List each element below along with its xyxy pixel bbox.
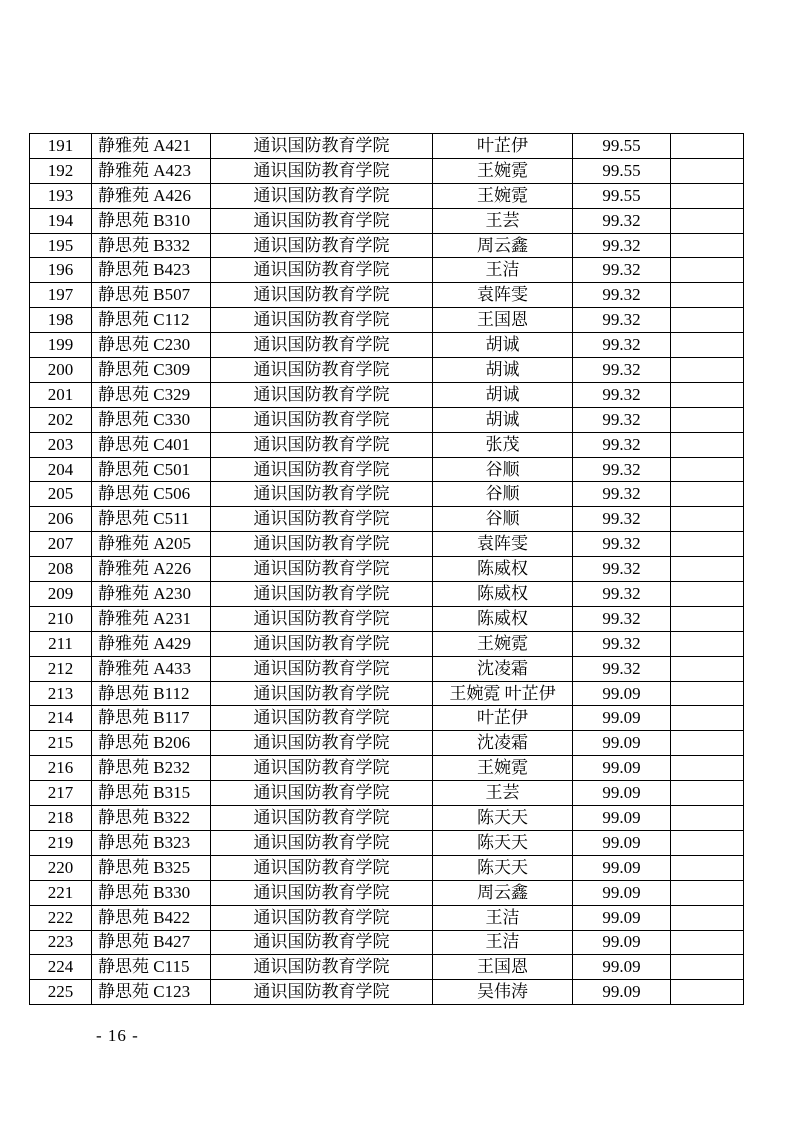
college-cell: 通识国防教育学院 <box>211 382 433 407</box>
note-cell <box>671 681 744 706</box>
table-row <box>30 905 744 930</box>
name-cell: 王国恩 <box>433 955 573 980</box>
row-number-cell: 207 <box>30 532 92 557</box>
row-number-cell: 209 <box>30 582 92 607</box>
note-cell <box>671 134 744 159</box>
note-cell <box>671 806 744 831</box>
college-cell: 通识国防教育学院 <box>211 681 433 706</box>
name-cell: 周云鑫 <box>433 233 573 258</box>
row-number-cell: 194 <box>30 208 92 233</box>
note-cell <box>671 930 744 955</box>
score-cell: 99.32 <box>573 557 671 582</box>
score-cell: 99.09 <box>573 781 671 806</box>
college-cell: 通识国防教育学院 <box>211 158 433 183</box>
table-row <box>30 806 744 831</box>
dorm-room-cell: 静思苑 C309 <box>92 358 211 383</box>
dorm-room-cell: 静思苑 B315 <box>92 781 211 806</box>
score-cell: 99.32 <box>573 407 671 432</box>
row-number-cell: 200 <box>30 358 92 383</box>
row-number-cell: 202 <box>30 407 92 432</box>
row-number-cell: 217 <box>30 781 92 806</box>
table-row <box>30 830 744 855</box>
score-cell: 99.55 <box>573 158 671 183</box>
name-cell: 王国恩 <box>433 308 573 333</box>
college-cell: 通识国防教育学院 <box>211 308 433 333</box>
name-cell: 陈威权 <box>433 582 573 607</box>
dorm-room-cell: 静思苑 C501 <box>92 457 211 482</box>
name-cell: 谷顺 <box>433 507 573 532</box>
note-cell <box>671 557 744 582</box>
name-cell: 谷顺 <box>433 457 573 482</box>
row-number-cell: 208 <box>30 557 92 582</box>
dorm-room-cell: 静雅苑 A429 <box>92 631 211 656</box>
name-cell: 袁阵雯 <box>433 283 573 308</box>
college-cell: 通识国防教育学院 <box>211 731 433 756</box>
note-cell <box>671 333 744 358</box>
table-row <box>30 880 744 905</box>
table-row <box>30 656 744 681</box>
score-cell: 99.32 <box>573 258 671 283</box>
table-row <box>30 855 744 880</box>
note-cell <box>671 880 744 905</box>
score-cell: 99.32 <box>573 507 671 532</box>
score-cell: 99.09 <box>573 855 671 880</box>
name-cell: 谷顺 <box>433 482 573 507</box>
note-cell <box>671 756 744 781</box>
college-cell: 通识国防教育学院 <box>211 557 433 582</box>
college-cell: 通识国防教育学院 <box>211 283 433 308</box>
score-cell: 99.32 <box>573 606 671 631</box>
score-cell: 99.32 <box>573 457 671 482</box>
college-cell: 通识国防教育学院 <box>211 258 433 283</box>
row-number-cell: 223 <box>30 930 92 955</box>
dorm-room-cell: 静思苑 B427 <box>92 930 211 955</box>
college-cell: 通识国防教育学院 <box>211 507 433 532</box>
table-row <box>30 955 744 980</box>
score-cell: 99.09 <box>573 905 671 930</box>
college-cell: 通识国防教育学院 <box>211 656 433 681</box>
dorm-room-cell: 静雅苑 A421 <box>92 134 211 159</box>
dorm-room-cell: 静思苑 C511 <box>92 507 211 532</box>
row-number-cell: 204 <box>30 457 92 482</box>
dorm-room-cell: 静思苑 C112 <box>92 308 211 333</box>
score-cell: 99.32 <box>573 432 671 457</box>
dorm-room-cell: 静思苑 B423 <box>92 258 211 283</box>
table-row <box>30 731 744 756</box>
name-cell: 袁阵雯 <box>433 532 573 557</box>
table-row <box>30 208 744 233</box>
score-cell: 99.32 <box>573 382 671 407</box>
table-row <box>30 781 744 806</box>
dorm-room-cell: 静雅苑 A231 <box>92 606 211 631</box>
table-row <box>30 681 744 706</box>
row-number-cell: 199 <box>30 333 92 358</box>
score-cell: 99.55 <box>573 134 671 159</box>
score-cell: 99.55 <box>573 183 671 208</box>
name-cell: 王婉霓 叶芷伊 <box>433 681 573 706</box>
score-cell: 99.32 <box>573 482 671 507</box>
row-number-cell: 193 <box>30 183 92 208</box>
score-cell: 99.32 <box>573 333 671 358</box>
college-cell: 通识国防教育学院 <box>211 606 433 631</box>
score-cell: 99.09 <box>573 731 671 756</box>
dorm-room-cell: 静思苑 B310 <box>92 208 211 233</box>
dorm-room-cell: 静雅苑 A230 <box>92 582 211 607</box>
note-cell <box>671 258 744 283</box>
table-row <box>30 382 744 407</box>
name-cell: 胡诚 <box>433 382 573 407</box>
note-cell <box>671 631 744 656</box>
row-number-cell: 212 <box>30 656 92 681</box>
row-number-cell: 191 <box>30 134 92 159</box>
score-cell: 99.32 <box>573 308 671 333</box>
note-cell <box>671 507 744 532</box>
table-row <box>30 333 744 358</box>
table-row <box>30 134 744 159</box>
college-cell: 通识国防教育学院 <box>211 781 433 806</box>
row-number-cell: 206 <box>30 507 92 532</box>
table-row <box>30 606 744 631</box>
college-cell: 通识国防教育学院 <box>211 706 433 731</box>
college-cell: 通识国防教育学院 <box>211 233 433 258</box>
name-cell: 陈威权 <box>433 557 573 582</box>
college-cell: 通识国防教育学院 <box>211 955 433 980</box>
name-cell: 叶芷伊 <box>433 134 573 159</box>
score-cell: 99.32 <box>573 208 671 233</box>
dorm-room-cell: 静思苑 B422 <box>92 905 211 930</box>
table-body <box>30 134 744 1005</box>
note-cell <box>671 457 744 482</box>
college-cell: 通识国防教育学院 <box>211 830 433 855</box>
score-cell: 99.09 <box>573 806 671 831</box>
row-number-cell: 215 <box>30 731 92 756</box>
name-cell: 王洁 <box>433 905 573 930</box>
dorm-room-cell: 静思苑 B322 <box>92 806 211 831</box>
dorm-room-cell: 静思苑 B206 <box>92 731 211 756</box>
score-cell: 99.32 <box>573 656 671 681</box>
row-number-cell: 211 <box>30 631 92 656</box>
table-row <box>30 407 744 432</box>
note-cell <box>671 706 744 731</box>
dorm-room-cell: 静思苑 C115 <box>92 955 211 980</box>
note-cell <box>671 781 744 806</box>
score-cell: 99.09 <box>573 756 671 781</box>
table-row <box>30 358 744 383</box>
score-cell: 99.32 <box>573 582 671 607</box>
name-cell: 王婉霓 <box>433 183 573 208</box>
college-cell: 通识国防教育学院 <box>211 905 433 930</box>
score-cell: 99.09 <box>573 880 671 905</box>
row-number-cell: 218 <box>30 806 92 831</box>
name-cell: 沈凌霜 <box>433 731 573 756</box>
note-cell <box>671 830 744 855</box>
table-row <box>30 183 744 208</box>
college-cell: 通识国防教育学院 <box>211 208 433 233</box>
name-cell: 叶芷伊 <box>433 706 573 731</box>
row-number-cell: 222 <box>30 905 92 930</box>
name-cell: 胡诚 <box>433 407 573 432</box>
note-cell <box>671 656 744 681</box>
name-cell: 王婉霓 <box>433 756 573 781</box>
note-cell <box>671 233 744 258</box>
table-row <box>30 706 744 731</box>
college-cell: 通识国防教育学院 <box>211 482 433 507</box>
dormitory-score-table <box>29 133 744 1005</box>
table-row <box>30 756 744 781</box>
college-cell: 通识国防教育学院 <box>211 358 433 383</box>
dorm-room-cell: 静雅苑 A226 <box>92 557 211 582</box>
table-row <box>30 557 744 582</box>
score-cell: 99.32 <box>573 283 671 308</box>
table-row <box>30 980 744 1005</box>
note-cell <box>671 855 744 880</box>
dorm-room-cell: 静思苑 B117 <box>92 706 211 731</box>
dorm-room-cell: 静思苑 B325 <box>92 855 211 880</box>
note-cell <box>671 283 744 308</box>
table-row <box>30 507 744 532</box>
table-row <box>30 457 744 482</box>
name-cell: 周云鑫 <box>433 880 573 905</box>
name-cell: 王芸 <box>433 781 573 806</box>
table-row <box>30 158 744 183</box>
score-cell: 99.09 <box>573 681 671 706</box>
row-number-cell: 201 <box>30 382 92 407</box>
row-number-cell: 224 <box>30 955 92 980</box>
row-number-cell: 195 <box>30 233 92 258</box>
college-cell: 通识国防教育学院 <box>211 407 433 432</box>
college-cell: 通识国防教育学院 <box>211 806 433 831</box>
name-cell: 陈天天 <box>433 855 573 880</box>
dorm-room-cell: 静思苑 C401 <box>92 432 211 457</box>
row-number-cell: 210 <box>30 606 92 631</box>
row-number-cell: 214 <box>30 706 92 731</box>
table-row <box>30 432 744 457</box>
note-cell <box>671 606 744 631</box>
note-cell <box>671 308 744 333</box>
dorm-room-cell: 静思苑 C330 <box>92 407 211 432</box>
college-cell: 通识国防教育学院 <box>211 432 433 457</box>
college-cell: 通识国防教育学院 <box>211 333 433 358</box>
dorm-room-cell: 静雅苑 A426 <box>92 183 211 208</box>
name-cell: 王婉霓 <box>433 631 573 656</box>
row-number-cell: 225 <box>30 980 92 1005</box>
name-cell: 王洁 <box>433 258 573 283</box>
dorm-room-cell: 静雅苑 A423 <box>92 158 211 183</box>
table-row <box>30 930 744 955</box>
college-cell: 通识国防教育学院 <box>211 582 433 607</box>
row-number-cell: 205 <box>30 482 92 507</box>
table-row <box>30 631 744 656</box>
note-cell <box>671 183 744 208</box>
row-number-cell: 196 <box>30 258 92 283</box>
note-cell <box>671 358 744 383</box>
note-cell <box>671 407 744 432</box>
note-cell <box>671 731 744 756</box>
dorm-room-cell: 静思苑 B330 <box>92 880 211 905</box>
name-cell: 沈凌霜 <box>433 656 573 681</box>
dorm-room-cell: 静思苑 B232 <box>92 756 211 781</box>
page-number: - 16 - <box>96 1026 139 1045</box>
college-cell: 通识国防教育学院 <box>211 855 433 880</box>
name-cell: 陈威权 <box>433 606 573 631</box>
name-cell: 胡诚 <box>433 333 573 358</box>
row-number-cell: 213 <box>30 681 92 706</box>
college-cell: 通识国防教育学院 <box>211 183 433 208</box>
row-number-cell: 221 <box>30 880 92 905</box>
dorm-room-cell: 静思苑 B323 <box>92 830 211 855</box>
note-cell <box>671 955 744 980</box>
table-row <box>30 258 744 283</box>
dorm-room-cell: 静思苑 B112 <box>92 681 211 706</box>
college-cell: 通识国防教育学院 <box>211 457 433 482</box>
dorm-room-cell: 静思苑 B332 <box>92 233 211 258</box>
table-row <box>30 308 744 333</box>
dorm-room-cell: 静思苑 C329 <box>92 382 211 407</box>
row-number-cell: 220 <box>30 855 92 880</box>
note-cell <box>671 482 744 507</box>
note-cell <box>671 582 744 607</box>
name-cell: 胡诚 <box>433 358 573 383</box>
name-cell: 吴伟涛 <box>433 980 573 1005</box>
row-number-cell: 219 <box>30 830 92 855</box>
score-cell: 99.09 <box>573 930 671 955</box>
college-cell: 通识国防教育学院 <box>211 756 433 781</box>
note-cell <box>671 208 744 233</box>
table-row <box>30 532 744 557</box>
score-cell: 99.09 <box>573 980 671 1005</box>
name-cell: 张茂 <box>433 432 573 457</box>
row-number-cell: 203 <box>30 432 92 457</box>
name-cell: 王婉霓 <box>433 158 573 183</box>
row-number-cell: 192 <box>30 158 92 183</box>
score-cell: 99.09 <box>573 830 671 855</box>
note-cell <box>671 158 744 183</box>
table-row <box>30 482 744 507</box>
college-cell: 通识国防教育学院 <box>211 134 433 159</box>
dorm-room-cell: 静思苑 C230 <box>92 333 211 358</box>
score-cell: 99.32 <box>573 532 671 557</box>
name-cell: 王芸 <box>433 208 573 233</box>
name-cell: 陈天天 <box>433 806 573 831</box>
dorm-room-cell: 静思苑 C123 <box>92 980 211 1005</box>
dorm-room-cell: 静思苑 C506 <box>92 482 211 507</box>
score-cell: 99.09 <box>573 955 671 980</box>
table-row <box>30 582 744 607</box>
note-cell <box>671 532 744 557</box>
college-cell: 通识国防教育学院 <box>211 930 433 955</box>
note-cell <box>671 432 744 457</box>
name-cell: 陈天天 <box>433 830 573 855</box>
college-cell: 通识国防教育学院 <box>211 532 433 557</box>
score-cell: 99.32 <box>573 358 671 383</box>
dorm-room-cell: 静雅苑 A205 <box>92 532 211 557</box>
name-cell: 王洁 <box>433 930 573 955</box>
table-row <box>30 283 744 308</box>
score-cell: 99.32 <box>573 631 671 656</box>
table-row <box>30 233 744 258</box>
dorm-room-cell: 静思苑 B507 <box>92 283 211 308</box>
score-cell: 99.32 <box>573 233 671 258</box>
dorm-room-cell: 静雅苑 A433 <box>92 656 211 681</box>
note-cell <box>671 905 744 930</box>
college-cell: 通识国防教育学院 <box>211 880 433 905</box>
row-number-cell: 198 <box>30 308 92 333</box>
college-cell: 通识国防教育学院 <box>211 980 433 1005</box>
note-cell <box>671 382 744 407</box>
college-cell: 通识国防教育学院 <box>211 631 433 656</box>
note-cell <box>671 980 744 1005</box>
row-number-cell: 197 <box>30 283 92 308</box>
score-cell: 99.09 <box>573 706 671 731</box>
row-number-cell: 216 <box>30 756 92 781</box>
